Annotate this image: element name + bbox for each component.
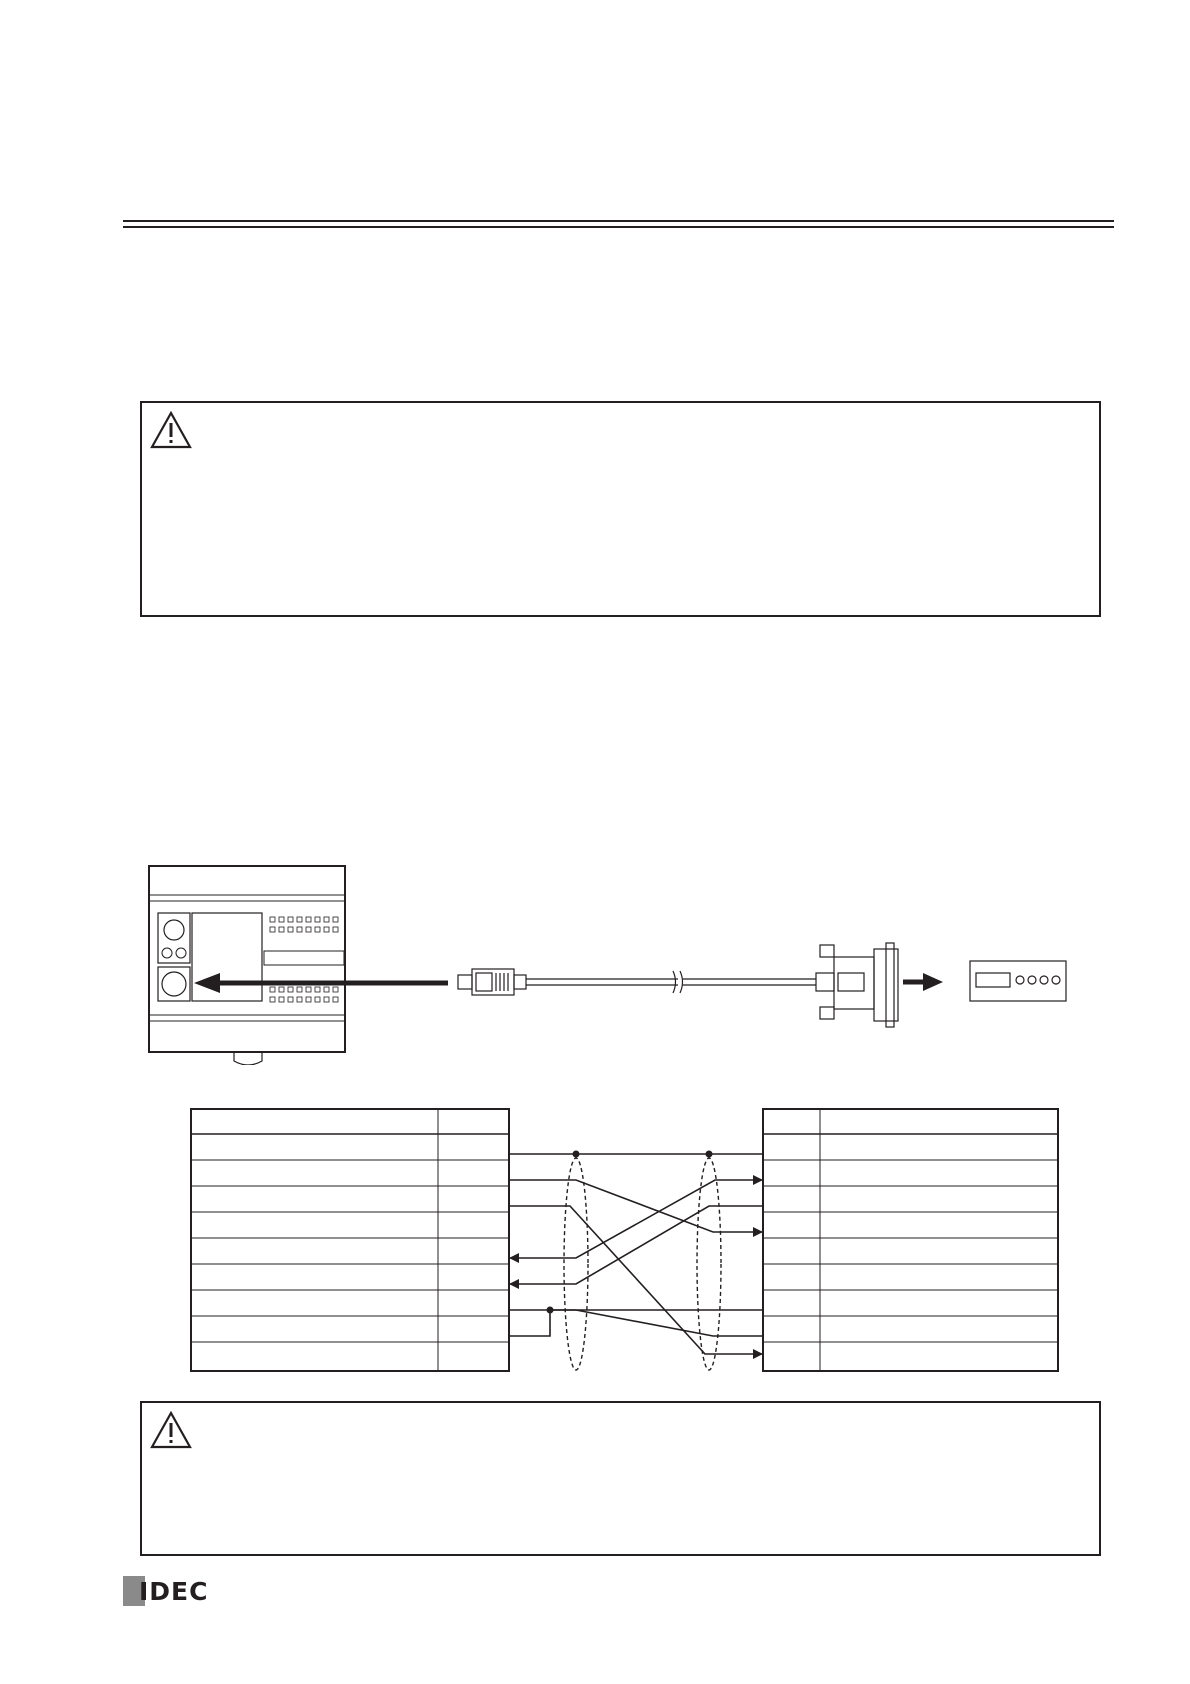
warning-triangle-icon [150,411,192,449]
right-pin-table [763,1109,1058,1371]
left-pin-table [191,1109,509,1371]
warning-box-2 [140,1401,1101,1556]
idec-logo [123,1576,215,1606]
warning-box-1 [140,401,1101,617]
mini-din-to-dsub-cable-icon [458,943,898,1027]
logo-text: IDEC [139,1577,209,1606]
arrow-to-device [903,973,943,991]
external-device-icon [970,961,1066,1001]
arrow-into-plc [194,973,448,993]
header-rule-top [123,220,1114,222]
wires [509,1154,763,1354]
header-rule-bottom [123,226,1114,228]
wiring-table [190,1108,1060,1374]
connection-diagram [148,865,1068,1065]
warning-triangle-icon [150,1411,192,1449]
plc-cpu-module-icon [149,866,345,1065]
wire-arrowheads [509,1151,763,1360]
